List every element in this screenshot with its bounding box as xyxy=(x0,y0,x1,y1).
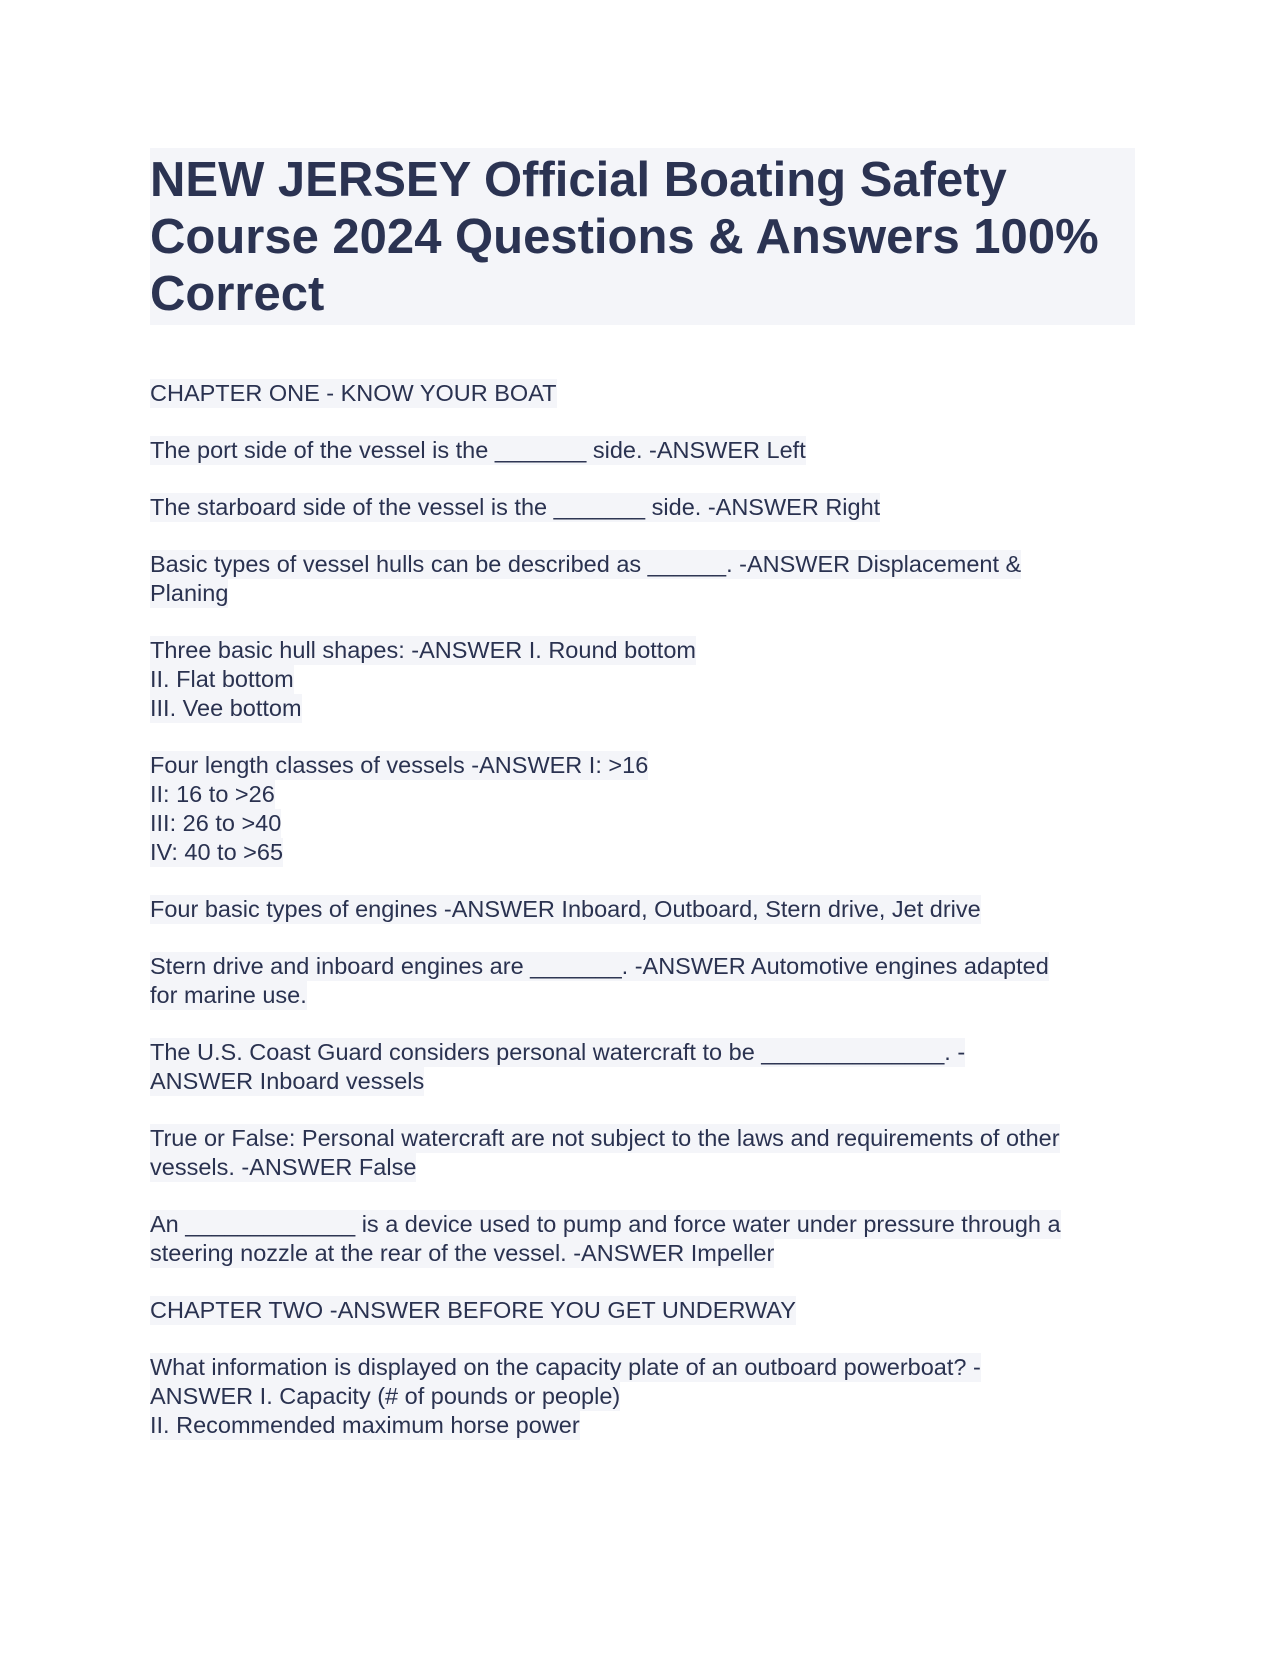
qa-paragraph xyxy=(150,550,1135,608)
paragraph-line: Basic types of vessel hulls can be described as ______. -ANSWER Displacement & xyxy=(150,551,1022,577)
document-body xyxy=(150,379,1135,1440)
paragraph-line: vessels. -ANSWER False xyxy=(150,1154,417,1180)
qa-paragraph xyxy=(150,895,1135,924)
paragraph-line: Stern drive and inboard engines are _______. -ANSWER Automotive engines adapted xyxy=(150,953,1049,979)
qa-paragraph xyxy=(150,1296,1135,1325)
paragraph-line: CHAPTER ONE - KNOW YOUR BOAT xyxy=(150,380,557,406)
qa-paragraph xyxy=(150,436,1135,465)
paragraph-line: Four length classes of vessels -ANSWER I: >16 xyxy=(150,752,649,778)
paragraph-line: CHAPTER TWO -ANSWER BEFORE YOU GET UNDERWAY xyxy=(150,1297,796,1323)
paragraph-line: III: 26 to >40 xyxy=(150,810,282,836)
paragraph-line: The port side of the vessel is the _______ side. -ANSWER Left xyxy=(150,437,806,463)
paragraph-line: Three basic hull shapes: -ANSWER I. Round bottom xyxy=(150,637,696,663)
qa-paragraph xyxy=(150,493,1135,522)
qa-paragraph xyxy=(150,1038,1135,1096)
paragraph-line: What information is displayed on the capacity plate of an outboard powerboat? - xyxy=(150,1354,981,1380)
paragraph-line: for marine use. xyxy=(150,982,307,1008)
paragraph-line: II. Recommended maximum horse power xyxy=(150,1412,580,1438)
paragraph-line: True or False: Personal watercraft are not subject to the laws and requirements of other xyxy=(150,1125,1060,1151)
paragraph-line: The U.S. Coast Guard considers personal watercraft to be ______________. - xyxy=(150,1039,966,1065)
paragraph-line: II. Flat bottom xyxy=(150,666,294,692)
qa-paragraph xyxy=(150,636,1135,723)
paragraph-line: Planing xyxy=(150,580,229,606)
qa-paragraph xyxy=(150,751,1135,867)
paragraph-line: An _____________ is a device used to pump and force water under pressure through a xyxy=(150,1211,1061,1237)
paragraph-line: Four basic types of engines -ANSWER Inboard, Outboard, Stern drive, Jet drive xyxy=(150,896,981,922)
qa-paragraph xyxy=(150,379,1135,408)
paragraph-line: The starboard side of the vessel is the _______ side. -ANSWER Right xyxy=(150,494,881,520)
paragraph-line: III. Vee bottom xyxy=(150,695,302,721)
qa-paragraph xyxy=(150,1210,1135,1268)
paragraph-line: ANSWER I. Capacity (# of pounds or people) xyxy=(150,1383,621,1409)
paragraph-line: ANSWER Inboard vessels xyxy=(150,1068,425,1094)
paragraph-line: IV: 40 to >65 xyxy=(150,839,284,865)
qa-paragraph xyxy=(150,1353,1135,1440)
paragraph-line: steering nozzle at the rear of the vessel. -ANSWER Impeller xyxy=(150,1240,775,1266)
document-page xyxy=(150,148,1135,1468)
qa-paragraph xyxy=(150,1124,1135,1182)
document-title: NEW JERSEY Official Boating Safety Course 2024 Questions & Answers 100% Correct xyxy=(150,148,1135,325)
paragraph-line: II: 16 to >26 xyxy=(150,781,275,807)
qa-paragraph xyxy=(150,952,1135,1010)
